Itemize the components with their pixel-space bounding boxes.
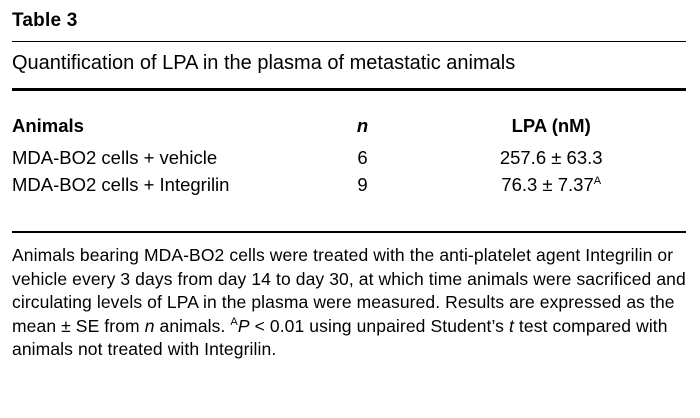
- cell-lpa: [430, 171, 673, 198]
- footnote-segment: < 0.01 using unpaired Student’s: [249, 315, 509, 336]
- footnote-segment-italic-t: t: [509, 315, 514, 336]
- table-title: Quantification of LPA in the plasma of metastatic animals: [12, 52, 516, 74]
- cell-n: 9: [357, 174, 368, 195]
- footnote-superscript-a: A: [230, 315, 238, 328]
- cell-animals: MDA-BO2 cells + Integrilin: [12, 174, 230, 195]
- lpa-superscript: A: [593, 174, 602, 187]
- table-row: [12, 171, 686, 198]
- footnote-segment-italic-p: P: [237, 315, 250, 336]
- cell-animals: MDA-BO2 cells + vehicle: [12, 147, 218, 168]
- table-label: Table 3: [12, 10, 78, 31]
- cell-n: 6: [357, 147, 368, 168]
- cell-lpa: [430, 144, 673, 171]
- footnote-segment: animals.: [154, 315, 231, 336]
- rule-above-footnote: [12, 231, 686, 233]
- rule-under-title: [12, 88, 686, 91]
- column-header-animals: Animals: [12, 115, 84, 136]
- table-row: [12, 144, 686, 171]
- rule-under-label: [12, 41, 686, 42]
- table-header-row: [12, 112, 686, 139]
- footnote-segment-italic-n: n: [144, 315, 155, 336]
- lpa-value: 257.6 ± 63.3: [499, 147, 603, 168]
- table-footnote: [12, 244, 686, 362]
- column-header-n: n: [356, 115, 369, 136]
- column-header-lpa: LPA (nM): [511, 115, 591, 136]
- footnote-segment: test compared with animals not treated with Integrilin.: [12, 315, 668, 359]
- table-body: [12, 144, 686, 198]
- footnote-segment: Animals bearing MDA-BO2 cells were treated with the anti-platelet agent Integrilin or vehicle every 3 days from day 14 to day 30, at which time animals were sacrificed and circulating levels of LPA in the plasma were measured. Results are expressed as the mean ± SE from: [12, 245, 686, 336]
- lpa-value: 76.3 ± 7.37: [501, 174, 594, 195]
